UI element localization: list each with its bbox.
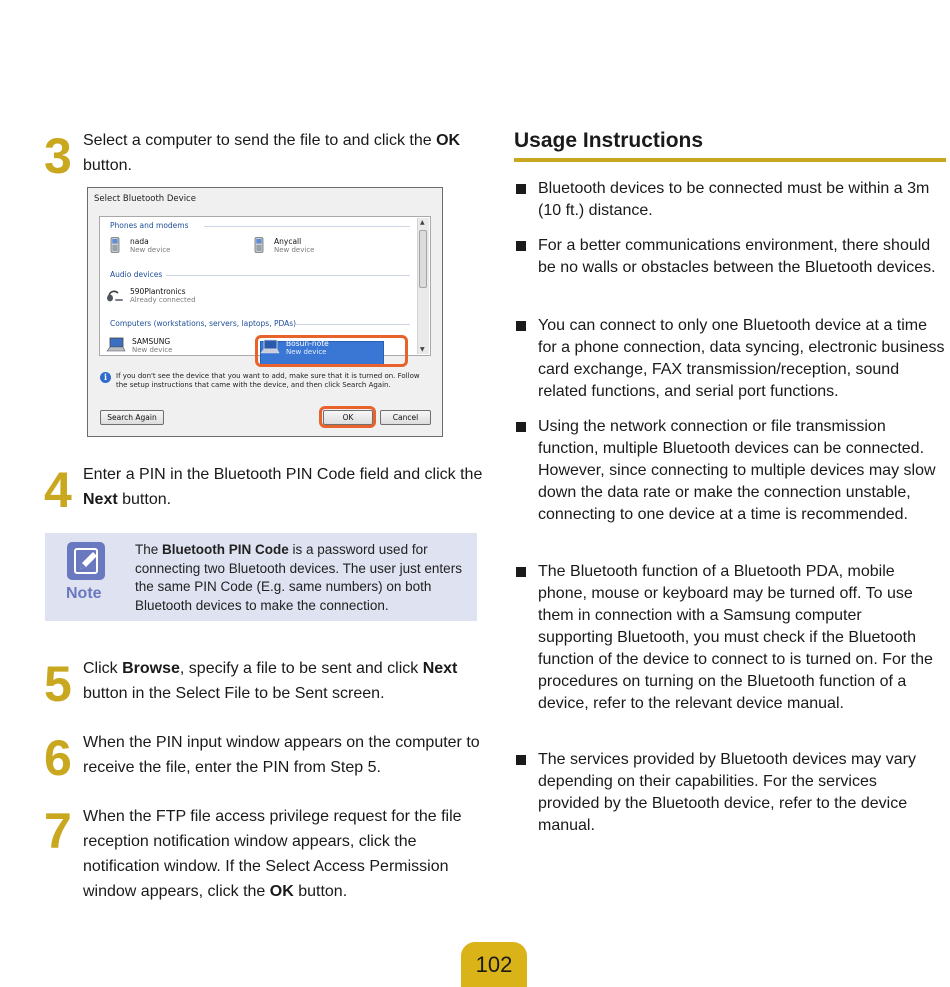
ok-button[interactable]: OK xyxy=(323,410,373,425)
device-highlight-ring xyxy=(255,335,408,367)
step-7-number: 7 xyxy=(44,803,71,859)
device-item-anycall[interactable] xyxy=(254,237,315,255)
step-6-number: 6 xyxy=(44,730,71,786)
device-item-samsung[interactable] xyxy=(106,337,173,355)
ok-highlight-ring xyxy=(319,406,376,428)
info-row xyxy=(100,372,430,390)
bullet-square-icon xyxy=(516,755,526,765)
device-item-plantronics[interactable] xyxy=(106,287,196,305)
device-status: New device xyxy=(274,246,315,254)
mobile-phone-icon xyxy=(110,237,124,253)
usage-item: You can connect to only one Bluetooth device at a time for a phone connection, data syncing, electronic business card exchange, FAX transmission/reception, sound related functions, and serial port functions. xyxy=(538,317,945,400)
scroll-down-icon[interactable]: ▼ xyxy=(420,346,425,353)
bullet-square-icon xyxy=(516,567,526,577)
usage-instructions-title: Usage Instructions xyxy=(514,129,704,152)
group-divider xyxy=(166,275,410,276)
bullet-square-icon xyxy=(516,422,526,432)
device-name: 590Plantronics xyxy=(130,287,186,296)
device-name: nada xyxy=(130,237,149,246)
step-4-text: Enter a PIN in the Bluetooth PIN Code field and click the Next button. xyxy=(83,466,483,508)
scroll-thumb[interactable] xyxy=(419,230,427,288)
step-5-number: 5 xyxy=(44,656,71,712)
usage-item: The services provided by Bluetooth devices may vary depending on their capabilities. For the services provided by the Bluetooth device, refer to the device manual. xyxy=(538,751,916,834)
step-6-text: When the PIN input window appears on the computer to receive the file, enter the PIN from Step 5. xyxy=(83,734,480,776)
dialog-title: Select Bluetooth Device xyxy=(94,194,196,204)
mobile-phone-icon xyxy=(254,237,268,253)
step-7-text: When the FTP file access privilege request for the file reception notification window appears, click the notification window. If the Select Access Permission window appears, click the OK button. xyxy=(83,808,462,900)
device-status: New device xyxy=(130,246,171,254)
usage-item: The Bluetooth function of a Bluetooth PDA, mobile phone, mouse or keyboard may be turned off. To use them in connection with a Samsung computer supporting Bluetooth, you must check if the Bluetooth function of the device to connect to is turned on. For the procedures on turning on the Bluetooth function of a device, refer to the relevant device manual. xyxy=(538,563,933,712)
group-label-computers: Computers (workstations, servers, laptops, PDAs) xyxy=(110,319,297,328)
note-label: Note xyxy=(66,585,102,602)
bullet-square-icon xyxy=(516,184,526,194)
device-name: Bosun-note xyxy=(286,339,329,348)
scroll-up-icon[interactable]: ▲ xyxy=(420,219,425,226)
group-divider xyxy=(204,226,410,227)
headset-icon xyxy=(106,287,124,303)
usage-item: For a better communications environment, there should be no walls or obstacles between the Bluetooth devices. xyxy=(538,237,936,276)
group-label-phones: Phones and modems xyxy=(110,221,189,230)
group-divider xyxy=(296,324,410,325)
device-name: Anycall xyxy=(274,237,302,246)
laptop-icon xyxy=(106,337,126,353)
step-5-text: Click Browse, specify a file to be sent and click Next button in the Select File to be Sent screen. xyxy=(83,660,458,702)
info-icon: i xyxy=(100,372,111,383)
bullet-square-icon xyxy=(516,321,526,331)
device-status: New device xyxy=(132,346,173,354)
info-text: If you don't see the device that you want to add, make sure that it is turned on. Follow the setup instructions that came with the device, and then click Search Again. xyxy=(116,372,420,389)
page-number: 102 xyxy=(475,952,513,977)
step-4-number: 4 xyxy=(44,462,71,518)
cancel-button[interactable]: Cancel xyxy=(380,410,431,425)
device-name: SAMSUNG xyxy=(132,337,171,346)
usage-item: Bluetooth devices to be connected must be within a 3m (10 ft.) distance. xyxy=(538,180,930,219)
search-again-button[interactable]: Search Again xyxy=(100,410,164,425)
step-3-number: 3 xyxy=(44,128,71,184)
bullet-square-icon xyxy=(516,241,526,251)
step-3-text: Select a computer to send the file to and click the OK button. xyxy=(83,132,461,174)
select-bluetooth-device-dialog xyxy=(87,187,443,437)
usage-item: Using the network connection or file transmission function, multiple Bluetooth devices can be connected. However, since connecting to multiple devices may slow down the data rate or make the connection unstable, connecting to one device at a time is recommended. xyxy=(538,418,936,523)
device-status: New device xyxy=(286,348,327,356)
device-status: Already connected xyxy=(130,296,196,304)
group-label-audio: Audio devices xyxy=(110,270,163,279)
note-pencil-icon xyxy=(67,542,105,580)
device-list[interactable] xyxy=(99,216,431,356)
note-box xyxy=(45,533,477,621)
note-text: The Bluetooth PIN Code is a password used for connecting two Bluetooth devices. The user just enters the same PIN Code (E.g. same numbers) on both Bluetooth devices to make the connection. xyxy=(135,542,462,613)
device-item-nada[interactable] xyxy=(110,237,171,255)
device-list-scrollbar[interactable] xyxy=(417,218,429,354)
title-divider xyxy=(514,158,946,162)
